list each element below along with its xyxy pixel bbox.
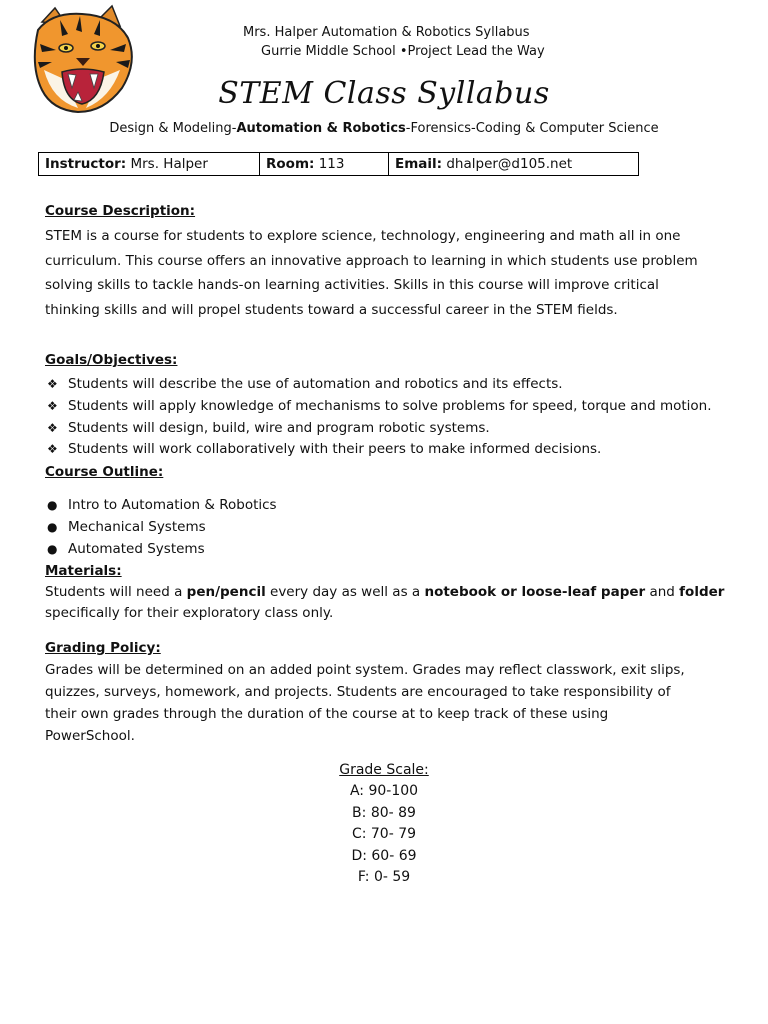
email-label: Email: [395, 156, 443, 172]
subtitle [0, 121, 768, 136]
materials-item-folder: folder [679, 584, 725, 600]
materials-item-pen: pen/pencil [186, 584, 266, 600]
instructor-label: Instructor: [45, 156, 127, 172]
diamond-bullet-icon: ❖ [47, 377, 58, 391]
outline-item [47, 519, 206, 535]
grade-scale-heading: Grade Scale: [339, 762, 429, 778]
goals-heading: Goals/Objectives: [45, 352, 178, 368]
materials-text: Students will need a [45, 584, 187, 600]
materials-line-1 [45, 584, 735, 600]
room-label: Room: [266, 156, 315, 172]
grading-policy-heading: Grading Policy: [45, 640, 161, 656]
grade-scale-row: C: 70- 79 [351, 826, 417, 842]
grading-line: PowerSchool. [45, 728, 135, 744]
room-cell [260, 153, 389, 176]
grading-line: Grades will be determined on an added point system. Grades may reflect classwork, exit slips, [45, 662, 685, 678]
description-line: solving skills to tackle hands-on learning activities. Skills in this course will improve critical [45, 277, 659, 293]
goal-text: Students will apply knowledge of mechanisms to solve problems for speed, torque and motion. [68, 398, 712, 414]
diamond-bullet-icon: ❖ [47, 442, 58, 456]
outline-text: Automated Systems [68, 541, 205, 557]
header-line-2: Gurrie Middle School •Project Lead the Way [261, 44, 545, 59]
materials-heading: Materials: [45, 563, 122, 579]
materials-text: every day as well as a [265, 584, 425, 600]
outline-item [47, 541, 205, 557]
grade-scale-row: B: 80- 89 [352, 805, 416, 821]
dot-bullet-icon: ● [47, 542, 58, 556]
course-outline-heading: Course Outline: [45, 464, 164, 480]
goal-text: Students will work collaboratively with their peers to make informed decisions. [68, 441, 602, 457]
outline-text: Mechanical Systems [68, 519, 206, 535]
dot-bullet-icon: ● [47, 498, 58, 512]
instructor-info-table [38, 152, 639, 176]
description-line: STEM is a course for students to explore science, technology, engineering and math all in one [45, 228, 681, 244]
info-row [39, 153, 639, 176]
materials-line-2: specifically for their exploratory class only. [45, 605, 334, 621]
materials-text: and [645, 584, 680, 600]
outline-text: Intro to Automation & Robotics [68, 497, 277, 513]
goal-item [47, 420, 490, 436]
subtitle-part-2: Automation & Robotics [236, 121, 406, 136]
goal-item [47, 376, 563, 392]
course-description-heading: Course Description: [45, 203, 196, 219]
grade-scale-row: A: 90-100 [349, 783, 419, 799]
email-value: dhalper@d105.net [446, 156, 573, 172]
description-line: thinking skills and will propel students toward a successful career in the STEM fields. [45, 302, 618, 318]
diamond-bullet-icon: ❖ [47, 399, 58, 413]
instructor-cell [39, 153, 260, 176]
description-line: curriculum. This course offers an innovative approach to learning in which students use problem [45, 253, 698, 269]
goal-text: Students will design, build, wire and program robotic systems. [68, 420, 490, 436]
goal-item [47, 398, 712, 414]
grading-line: their own grades through the duration of the course at to keep track of these using [45, 706, 609, 722]
goal-text: Students will describe the use of automation and robotics and its effects. [68, 376, 563, 392]
header-line-1: Mrs. Halper Automation & Robotics Syllabus [243, 25, 530, 40]
materials-item-notebook: notebook or loose-leaf paper [424, 584, 646, 600]
instructor-value: Mrs. Halper [130, 156, 208, 172]
diamond-bullet-icon: ❖ [47, 421, 58, 435]
dot-bullet-icon: ● [47, 520, 58, 534]
email-cell [389, 153, 639, 176]
page-title: STEM Class Syllabus [218, 76, 550, 111]
outline-item [47, 497, 277, 513]
grade-scale-row: F: 0- 59 [357, 869, 411, 885]
subtitle-part-3: -Forensics-Coding & Computer Science [405, 121, 659, 136]
room-value: 113 [318, 156, 345, 172]
grade-scale-row: D: 60- 69 [351, 848, 417, 864]
subtitle-part-1: Design & Modeling- [109, 121, 237, 136]
grading-line: quizzes, surveys, homework, and projects. Students are encouraged to take responsibility of [45, 684, 671, 700]
goal-item [47, 441, 601, 457]
